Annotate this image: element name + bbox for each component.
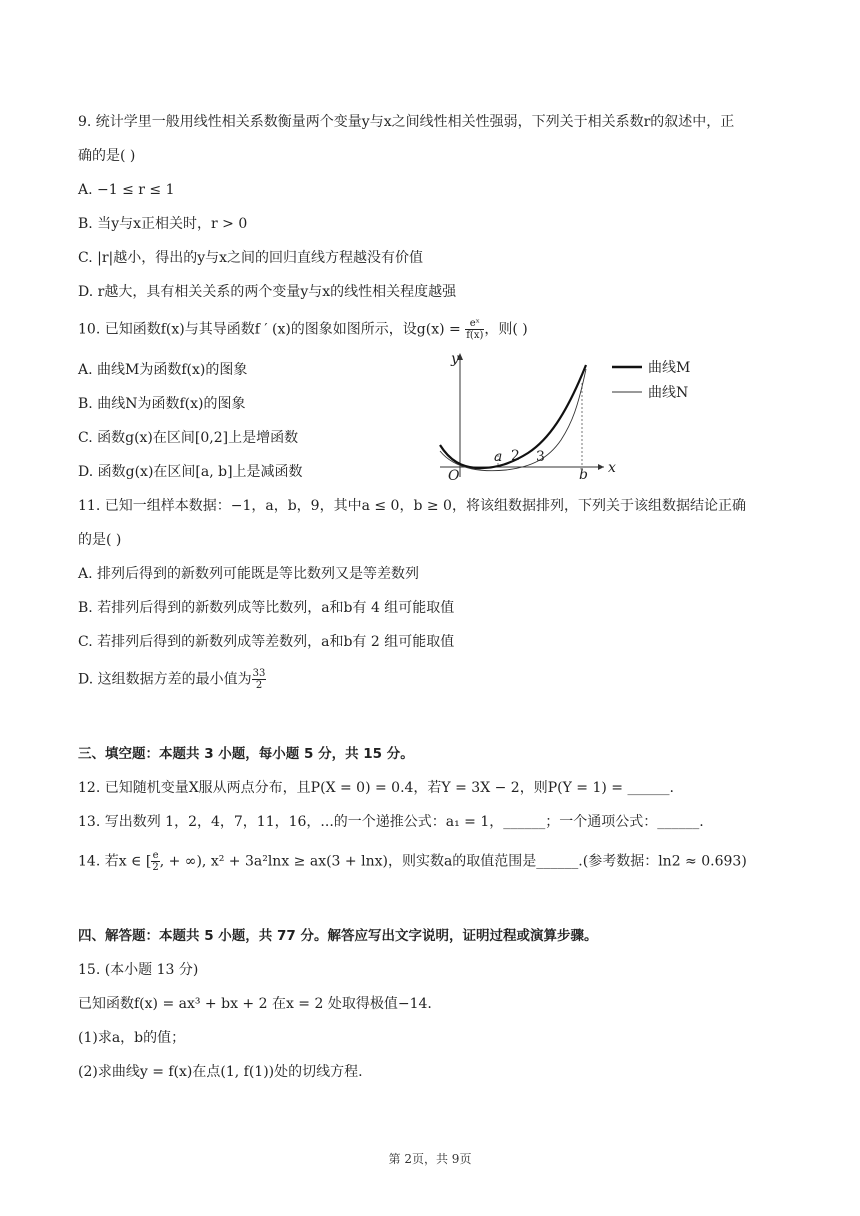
g-fraction bbox=[465, 318, 484, 341]
x-axis-label: x bbox=[608, 460, 616, 476]
two-tick-label: 2 bbox=[511, 448, 520, 464]
q10-stem bbox=[78, 318, 528, 341]
variance-denominator: 2 bbox=[255, 680, 263, 691]
g-denominator: f(x) bbox=[466, 330, 484, 341]
q14-prefix: 14. 若x ∈ [ bbox=[78, 853, 152, 870]
variance-fraction bbox=[252, 668, 267, 691]
q14-denominator: 2 bbox=[152, 862, 159, 873]
legend-m-label: 曲线M bbox=[648, 360, 691, 376]
x-axis-arrow bbox=[598, 464, 604, 470]
q9-option-a: A. −1 ≤ r ≤ 1 bbox=[78, 182, 175, 198]
b-tick-label: b bbox=[579, 467, 588, 483]
q13: 13. 写出数列 1，2，4，7，11，16，...的一个递推公式：a₁ = 1，______；一个通项公式：______. bbox=[78, 814, 704, 830]
q15-part-2: (2)求曲线y = f(x)在点(1, f(1))处的切线方程. bbox=[78, 1064, 363, 1080]
section-3-heading: 三、填空题：本题共 3 小题，每小题 5 分，共 15 分。 bbox=[78, 746, 414, 762]
q10-option-c: C. 函数g(x)在区间[0,2]上是增函数 bbox=[78, 430, 299, 446]
section-4-heading: 四、解答题：本题共 5 小题，共 77 分。解答应写出文字说明，证明过程或演算步骤。 bbox=[78, 928, 598, 944]
variance-numerator: 33 bbox=[252, 668, 266, 679]
q11-option-d-text: D. 这组数据方差的最小值为 bbox=[78, 671, 252, 688]
q10-stem-tail: ，则( ) bbox=[484, 321, 528, 338]
q14-fraction bbox=[151, 850, 159, 873]
legend-n-label: 曲线N bbox=[648, 385, 689, 401]
q9-stem-line1: 9. 统计学里一般用线性相关系数衡量两个变量y与x之间线性相关性强弱，下列关于相关系数r的叙述中，正 bbox=[78, 114, 735, 130]
a-tick-label: a bbox=[494, 449, 503, 465]
function-graph bbox=[436, 345, 706, 485]
q14 bbox=[78, 850, 747, 873]
q11-option-c: C. 若排列后得到的新数列成等差数列，a和b有 2 组可能取值 bbox=[78, 634, 455, 650]
three-tick-label: 3 bbox=[536, 449, 545, 465]
q11-option-d bbox=[78, 668, 266, 691]
q14-suffix: , + ∞), x² + 3a²lnx ≥ ax(3 + lnx)，则实数a的取值范围是______.(参考数据：ln2 ≈ 0.693) bbox=[159, 853, 747, 870]
q15-heading: 15. (本小题 13 分) bbox=[78, 962, 199, 978]
q10-option-d: D. 函数g(x)在区间[a, b]上是减函数 bbox=[78, 464, 303, 480]
q15-stem: 已知函数f(x) = ax³ + bx + 2 在x = 2 处取得极值−14. bbox=[78, 996, 432, 1012]
q14-numerator: e bbox=[152, 850, 159, 861]
q9-stem-line2: 确的是( ) bbox=[78, 148, 136, 164]
q11-option-b: B. 若排列后得到的新数列成等比数列，a和b有 4 组可能取值 bbox=[78, 600, 455, 616]
q11-option-a: A. 排列后得到的新数列可能既是等比数列又是等差数列 bbox=[78, 566, 420, 582]
q10-option-b: B. 曲线N为函数f(x)的图象 bbox=[78, 396, 246, 412]
q11-stem-line1: 11. 已知一组样本数据：−1，a，b，9，其中a ≤ 0，b ≥ 0，将该组数据排列，下列关于该组数据结论正确 bbox=[78, 498, 746, 514]
origin-label: O bbox=[448, 468, 460, 484]
g-numerator: eˣ bbox=[465, 318, 484, 330]
q15-part-1: (1)求a，b的值； bbox=[78, 1030, 186, 1046]
q9-option-d: D. r越大，具有相关关系的两个变量y与x的线性相关程度越强 bbox=[78, 284, 457, 300]
q11-stem-line2: 的是( ) bbox=[78, 532, 122, 548]
page-footer: 第 2页，共 9页 bbox=[388, 1152, 472, 1166]
q10-stem-text: 10. 已知函数f(x)与其导函数f ′ (x)的图象如图所示，设g(x) = bbox=[78, 321, 466, 338]
y-axis-label: y bbox=[451, 351, 459, 367]
q9-option-c: C. |r|越小，得出的y与x之间的回归直线方程越没有价值 bbox=[78, 250, 424, 266]
q10-option-a: A. 曲线M为函数f(x)的图象 bbox=[78, 362, 248, 378]
q12: 12. 已知随机变量X服从两点分布，且P(X = 0) = 0.4，若Y = 3X − 2，则P(Y = 1) = ______. bbox=[78, 780, 674, 796]
q9-option-b: B. 当y与x正相关时，r > 0 bbox=[78, 216, 248, 232]
